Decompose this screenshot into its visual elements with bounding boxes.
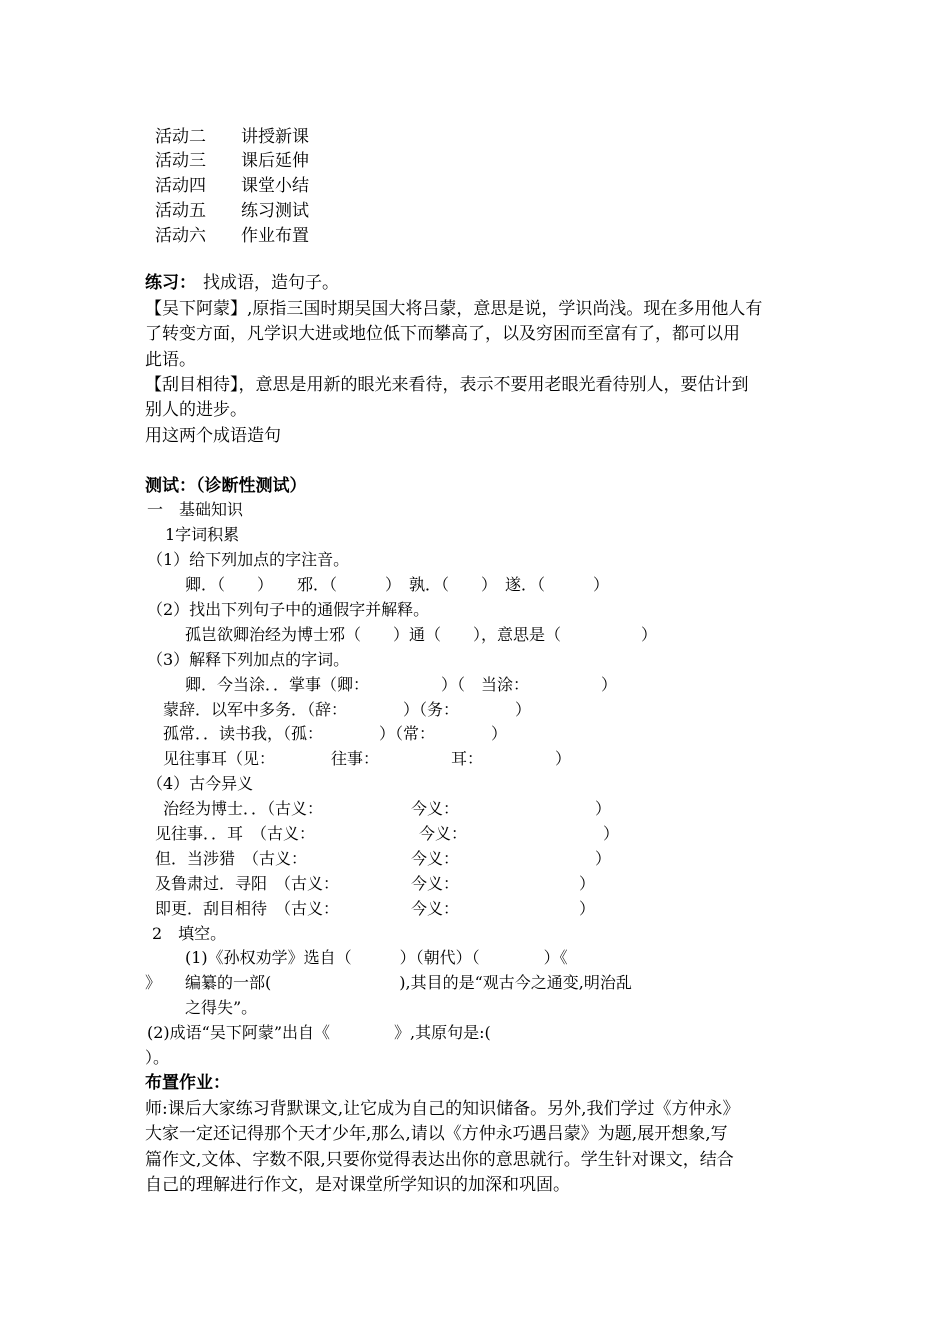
question-title: （1）给下列加点的字注音。 bbox=[147, 550, 350, 569]
test-heading: 测试：（诊断性测试） bbox=[145, 476, 307, 496]
question-title: （3）解释下列加点的字词。 bbox=[147, 650, 350, 669]
idiom-paragraph-line: 【吴下阿蒙】,原指三国时期吴国大将吕蒙，意思是说，学识尚浅。现在多用他人有 bbox=[145, 299, 763, 319]
question-items: 见往事．．耳 （古义： 今义： ） bbox=[155, 824, 620, 843]
question-items: 即更．刮目相待 （古义： 今义： ） bbox=[155, 899, 596, 918]
activity-no: 活动二 bbox=[155, 127, 206, 147]
homework-line: 师:课后大家练习背默课文,让它成为自己的知识储备。另外,我们学过《方仲永》 bbox=[145, 1099, 740, 1119]
activity-no: 活动四 bbox=[155, 176, 206, 196]
practice-instruction: 找成语，造句子。 bbox=[203, 273, 339, 293]
question-items: 及鲁肃过．寻阳 （古义： 今义： ） bbox=[155, 874, 596, 893]
question-items: 卿．（ ） 邪．（ ） 孰．（ ） 遂．（ ） bbox=[185, 575, 610, 594]
fill-line: 》 编纂的一部( ),其目的是“观古今之通变,明治乱 bbox=[145, 973, 632, 992]
practice-heading: 练习： bbox=[145, 273, 196, 293]
activity-name: 练习测试 bbox=[241, 201, 309, 221]
fill-line: ）。 bbox=[145, 1048, 170, 1067]
question-title: （4）古今异义 bbox=[147, 774, 254, 793]
fill-line: (1)《孙权劝学》选自（ ）（朝代）（ ）《 bbox=[185, 948, 568, 967]
homework-line: 大家一定还记得那个天才少年,那么,请以《方仲永巧遇吕蒙》为题,展开想象,写 bbox=[145, 1124, 728, 1144]
activity-no: 活动五 bbox=[155, 201, 206, 221]
section-title: 2 填空。 bbox=[152, 924, 227, 943]
homework-line: 自己的理解进行作文，是对课堂所学知识的加深和巩固。 bbox=[145, 1175, 570, 1195]
question-items: 治经为博士．．（古义： 今义： ） bbox=[163, 799, 612, 818]
section-title: 一 基础知识 bbox=[147, 500, 244, 519]
practice-task: 用这两个成语造句 bbox=[145, 426, 281, 446]
activity-no: 活动六 bbox=[155, 226, 206, 246]
idiom-paragraph-line: 此语。 bbox=[145, 350, 196, 370]
activity-name: 讲授新课 bbox=[241, 127, 309, 147]
idiom-paragraph-line: 【刮目相待】，意思是用新的眼光来看待，表示不要用老眼光看待别人，要估计到 bbox=[145, 375, 749, 395]
idiom-paragraph-line: 了转变方面，凡学识大进或地位低下而攀高了，以及穷困而至富有了，都可以用 bbox=[145, 324, 740, 344]
question-items: 孤常．．读书我，（孤： ）（常： ） bbox=[163, 724, 508, 743]
homework-heading: 布置作业： bbox=[145, 1073, 230, 1093]
question-items: 卿．今当涂．．掌事（卿： ）（ 当涂： ） bbox=[185, 675, 618, 694]
question-title: （2）找出下列句子中的通假字并解释。 bbox=[147, 600, 430, 619]
question-items: 孤岂欲卿治经为博士邪（ ）通（ ），意思是（ ） bbox=[185, 625, 658, 644]
activity-name: 作业布置 bbox=[241, 226, 309, 246]
idiom-paragraph-line: 别人的进步。 bbox=[145, 400, 247, 420]
homework-line: 篇作文,文体、字数不限,只要你觉得表达出你的意思就行。学生针对课文，结合 bbox=[145, 1150, 734, 1170]
fill-line: (2)成语“吴下阿蒙”出自《 》,其原句是:( bbox=[147, 1023, 491, 1042]
activity-name: 课堂小结 bbox=[241, 176, 309, 196]
question-items: 蒙辞．以军中多务．（辞： ）（务： ） bbox=[163, 700, 532, 719]
activity-no: 活动三 bbox=[155, 151, 206, 171]
activity-name: 课后延伸 bbox=[241, 151, 309, 171]
question-items: 但．当涉猎 （古义： 今义： ） bbox=[155, 849, 612, 868]
fill-line: 之得失”。 bbox=[185, 998, 258, 1017]
question-items: 见往事耳（见： 往事： 耳： ） bbox=[163, 749, 572, 768]
subsection-title: 1字词积累 bbox=[165, 525, 240, 544]
